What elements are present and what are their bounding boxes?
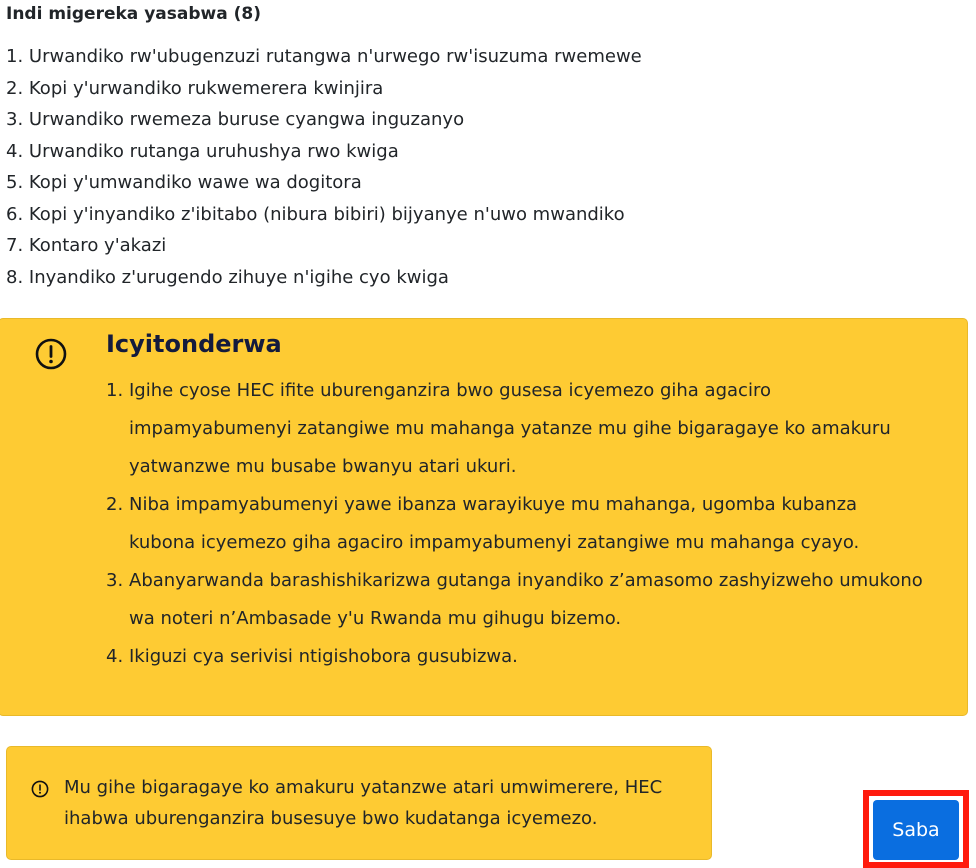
- required-docs-heading: Indi migereka yasabwa (8): [6, 4, 261, 24]
- notice-item: [106, 638, 926, 676]
- list-item: 4. Urwandiko rutanga uruhushya rwo kwiga: [6, 140, 399, 162]
- notice-title: Icyitonderwa: [106, 330, 282, 358]
- list-item: 6. Kopi y'inyandiko z'ibitabo (nibura bibiri) bijyanye n'uwo mwandiko: [6, 203, 625, 225]
- submit-button[interactable]: Saba: [873, 800, 959, 860]
- list-item: 5. Kopi y'umwandiko wawe wa dogitora: [6, 172, 362, 193]
- list-item: 2. Kopi y'urwandiko rukwemerera kwinjira: [6, 77, 384, 99]
- notice-item-text: Ikiguzi cya serivisi ntigishobora gusubizwa.: [129, 646, 518, 667]
- notice-item-number: 4.: [106, 646, 124, 667]
- required-docs-list: [6, 41, 642, 293]
- notice-item-text: Abanyarwanda barashishikarizwa gutanga inyandiko z’amasomo zashyizweho umukono wa noteri n’Ambasade y'u Rwanda mu gihugu bizemo.: [129, 570, 923, 629]
- notice-item-number: 1.: [106, 380, 124, 401]
- notice-list: [106, 372, 926, 676]
- notice-item-text: Igihe cyose HEC ifite uburenganzira bwo gusesa icyemezo giha agaciro impamyabumenyi zatangiwe mu mahanga yatanze mu gihe bigaragaye ko amakuru yatwanzwe mu busabe bwanyu atari ukuri.: [129, 380, 891, 477]
- list-item: 8. Inyandiko z'urugendo zihuye n'igihe cyo kwiga: [6, 266, 449, 288]
- list-item: 7. Kontaro y'akazi: [6, 235, 167, 256]
- list-item: 1. Urwandiko rw'ubugenzuzi rutangwa n'urwego rw'isuzuma rwemewe: [6, 46, 642, 67]
- notice-item: [106, 562, 926, 638]
- exclamation-circle-icon: [35, 338, 67, 370]
- notice-item-number: 2.: [106, 494, 124, 515]
- alert-text: Mu gihe bigaragaye ko amakuru yatanzwe atari umwimerere, HEC ihabwa uburenganzira busesuye bwo kudatanga icyemezo.: [64, 777, 663, 829]
- info-circle-icon: [31, 780, 49, 798]
- notice-item-number: 3.: [106, 570, 124, 591]
- notice-item-text: Niba impamyabumenyi yawe ibanza warayikuye mu mahanga, ugomba kubanza kubona icyemezo giha agaciro impamyabumenyi zatangiwe mu mahanga cyayo.: [129, 494, 860, 553]
- notice-item: [106, 486, 926, 562]
- notice-item: [106, 372, 926, 486]
- list-item: 3. Urwandiko rwemeza buruse cyangwa inguzanyo: [6, 109, 465, 130]
